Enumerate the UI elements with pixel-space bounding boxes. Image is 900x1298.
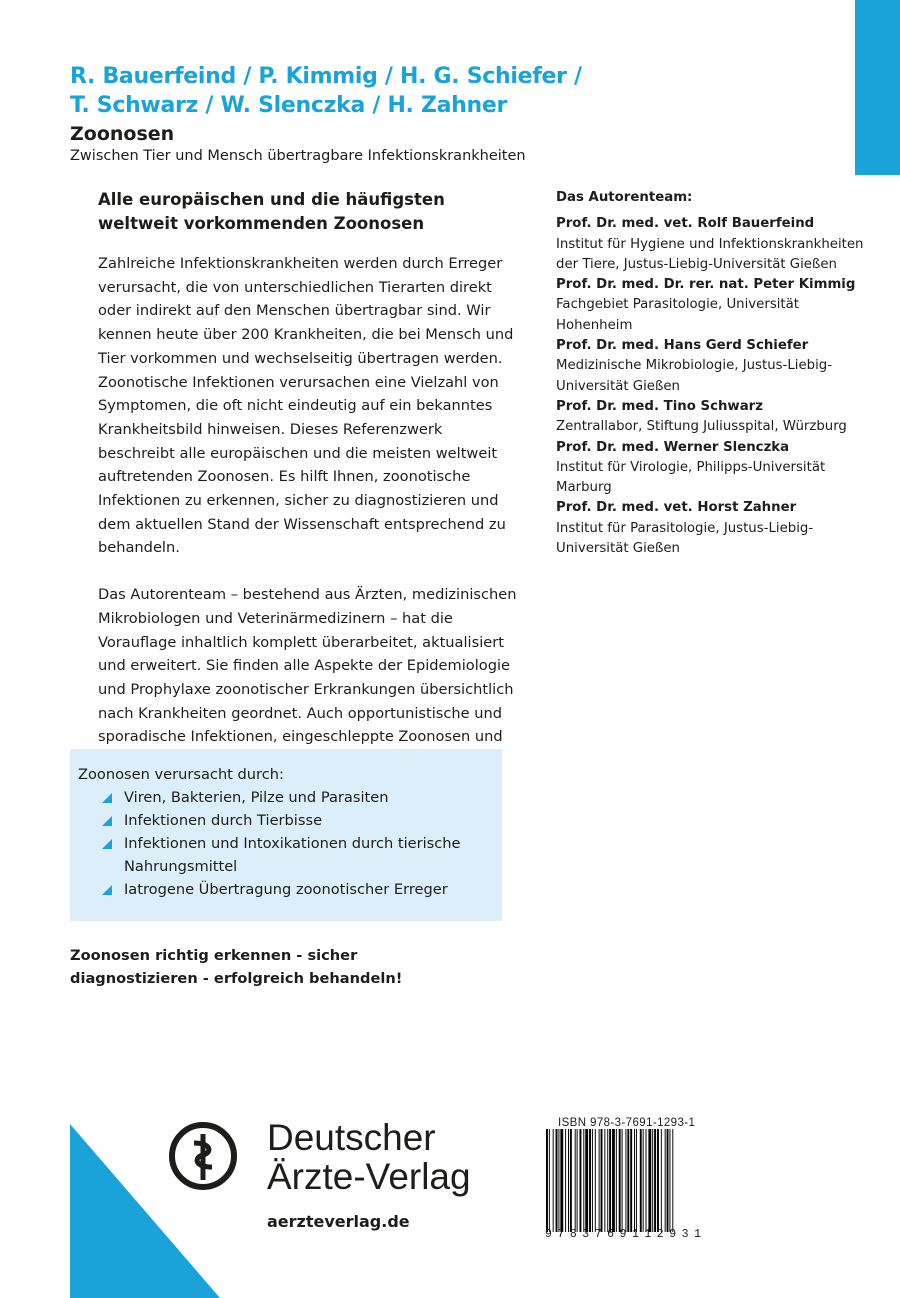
publisher-name-line-1: Deutscher [267,1117,436,1158]
ean-digit: 3 [681,1228,689,1241]
infobox-list [78,786,502,901]
barcode-bar [570,1129,572,1232]
author-affiliation: Institut für Hygiene und Infektionskrankheiten der Tiere, Justus-Liebig-Universität Gießen [556,236,864,272]
infobox-lead: Zoonosen verursacht durch: [78,766,284,783]
barcode-bar [654,1129,656,1232]
author-affiliation: Fachgebiet Parasitologie, Universität Hohenheim [556,297,800,333]
barcode-bar [609,1129,611,1232]
barcode-bar [599,1129,600,1232]
publisher-url[interactable]: aerzteverlag.de [267,1212,410,1231]
author-affiliation: Medizinische Mikrobiologie, Justus-Liebig-Universität Gießen [556,358,833,394]
header [70,62,870,166]
ean-digit: 9 [545,1228,552,1241]
list-item [100,832,502,878]
barcode-bar [665,1129,666,1232]
infobox [70,749,502,921]
list-item [100,878,502,901]
barcode [545,1129,701,1232]
barcode-bar [648,1129,651,1232]
author-affiliation: Zentrallabor, Stiftung Juliusspital, Würzburg [556,419,847,435]
barcode-bar [568,1129,569,1232]
barcode-bar [612,1129,615,1232]
author-entry [556,438,866,499]
author-entry [556,498,866,559]
paragraph-2: Das Autorenteam – bestehend aus Ärzten, medizinischen Mikrobiologen und Veterinärmedizinern – hat die Vorauflage inhaltlich komplett überarbeitet, aktualisiert und erweitert. Sie finden alle Aspekte der Epidemiologie und Prophylaxe zoonotischer Erkrankungen übersichtlich nach Krankheiten geordnet. Auch opportunistische und sporadische Infektionen, eingeschleppte Zoonosen und [98,586,517,746]
barcode-bar [553,1129,554,1232]
author-name: Prof. Dr. med. Werner Slenczka [556,439,790,455]
author-affiliation: Institut für Parasitologie, Justus-Liebig-Universität Gießen [556,520,814,557]
author-entry [556,336,866,397]
barcode-bar [577,1129,578,1232]
barcode-bar [640,1129,642,1232]
publisher-name [267,1118,471,1196]
barcode-bar [622,1129,623,1232]
list-item-text: Infektionen durch Tierbisse [124,812,323,829]
aesculapian-staff-logo-icon [168,1121,238,1191]
barcode-bar [652,1129,653,1232]
authors-team [556,188,866,559]
barcode-bar [661,1129,662,1232]
headline: Alle europäischen und die häufigsten weltweit vorkommenden Zoonosen [98,190,445,233]
barcode-bar [595,1129,596,1232]
barcode-bar [604,1129,605,1232]
author-name: Prof. Dr. med. Dr. rer. nat. Peter Kimmig [556,277,856,293]
barcode-bar [625,1129,626,1232]
ean-digit: 1 [631,1228,639,1241]
authors-line-1: R. Bauerfeind / P. Kimmig / H. G. Schiefer / [70,64,582,89]
barcode-bar [580,1129,582,1232]
barcode-bar [646,1129,647,1232]
authors-list [70,62,870,120]
ean-digit: 7 [557,1228,565,1241]
barcode-bar [643,1129,644,1232]
list-item [100,786,502,809]
barcode-bar [565,1129,566,1232]
authors-line-2: T. Schwarz / W. Slenczka / H. Zahner [70,93,508,118]
barcode-bar [585,1129,588,1232]
ean-digit: 9 [669,1228,677,1241]
triangle-bullet-icon [102,793,112,803]
author-entry [556,214,866,275]
authors-team-title: Das Autorenteam: [556,190,693,205]
ean-digit: 3 [582,1228,590,1241]
ean-digit: 6 [607,1228,615,1241]
author-name: Prof. Dr. med. Hans Gerd Schiefer [556,338,809,354]
ean-digit: 7 [594,1228,602,1241]
isbn-label: ISBN 978-3-7691-1293-1 [558,1117,696,1129]
publisher-name-line-2: Ärzte-Verlag [267,1156,471,1197]
author-affiliation: Institut für Virologie, Philipps-Universität Marburg [556,459,826,496]
barcode-bar [546,1129,548,1232]
barcode-bar [630,1129,632,1232]
list-item-text: Viren, Bakterien, Pilze und Parasiten [124,789,389,806]
barcode-bar [672,1129,673,1232]
book-subtitle: Zwischen Tier und Mensch übertragbare Infektionskrankheiten [70,148,526,164]
triangle-bullet-icon [102,839,112,849]
barcode-bar [636,1129,637,1232]
barcode-bar [589,1129,591,1232]
ean-digit: 2 [656,1228,664,1241]
barcode-bar [601,1129,603,1232]
tagline: Zoonosen richtig erkennen - sicher diagnostizieren - erfolgreich behandeln! [70,947,403,987]
main-text [98,188,518,773]
author-name: Prof. Dr. med. vet. Horst Zahner [556,500,797,516]
barcode-bar [667,1129,669,1232]
ean-digit: 1 [644,1228,652,1241]
triangle-bullet-icon [102,885,112,895]
barcode-bar [556,1129,558,1232]
ean-digit: 8 [569,1228,577,1241]
barcode-bar [619,1129,621,1232]
barcode-bar [592,1129,593,1232]
ean-digit: 1 [694,1228,701,1241]
ean-digits [545,1228,701,1241]
list-item-text: Iatrogene Übertragung zoonotischer Erreger [124,881,448,898]
author-name: Prof. Dr. med. vet. Rolf Bauerfeind [556,216,815,232]
barcode-bar [634,1129,635,1232]
barcode-bar [558,1129,559,1232]
list-item-text: Infektionen und Intoxikationen durch tierische Nahrungsmittel [124,835,461,875]
ean-digit: 9 [619,1228,627,1241]
list-item [100,809,502,832]
author-entry [556,397,866,438]
barcode-bar [669,1129,670,1232]
barcode-bar [560,1129,563,1232]
triangle-bullet-icon [102,816,112,826]
paragraph-1: Zahlreiche Infektionskrankheiten werden durch Erreger verursacht, die von unterschiedlichen Tierarten direkt oder indirekt auf den Menschen übertragbar sind. Wir kennen heute über 200 Krankheiten, die bei Mensch und Tier vorkommen und wechselseitig übertragen werden. Zoonotische Infektionen verursachen eine Vielzahl von Symptomen, die oft nicht eindeutig auf ein bekanntes Krankheitsbild hinweisen. Dieses Referenzwerk beschreibt alle europäischen und die meisten weltweit auftretenden Zoonosen. Es hilft Ihnen, zoonotische Infektionen zu erkennen, sicher zu diagnostizieren und dem aktuellen Stand der Wissenschaft entsprechend zu behandeln. [98,255,514,557]
book-title: Zoonosen [70,123,175,145]
author-entry [556,275,866,336]
barcode-bar [657,1129,659,1232]
barcode-bar [627,1129,629,1232]
barcode-bar [607,1129,608,1232]
barcode-bar [616,1129,617,1232]
barcode-bar [583,1129,584,1232]
barcode-bar [549,1129,550,1232]
barcode-bar [575,1129,576,1232]
author-name: Prof. Dr. med. Tino Schwarz [556,398,763,414]
